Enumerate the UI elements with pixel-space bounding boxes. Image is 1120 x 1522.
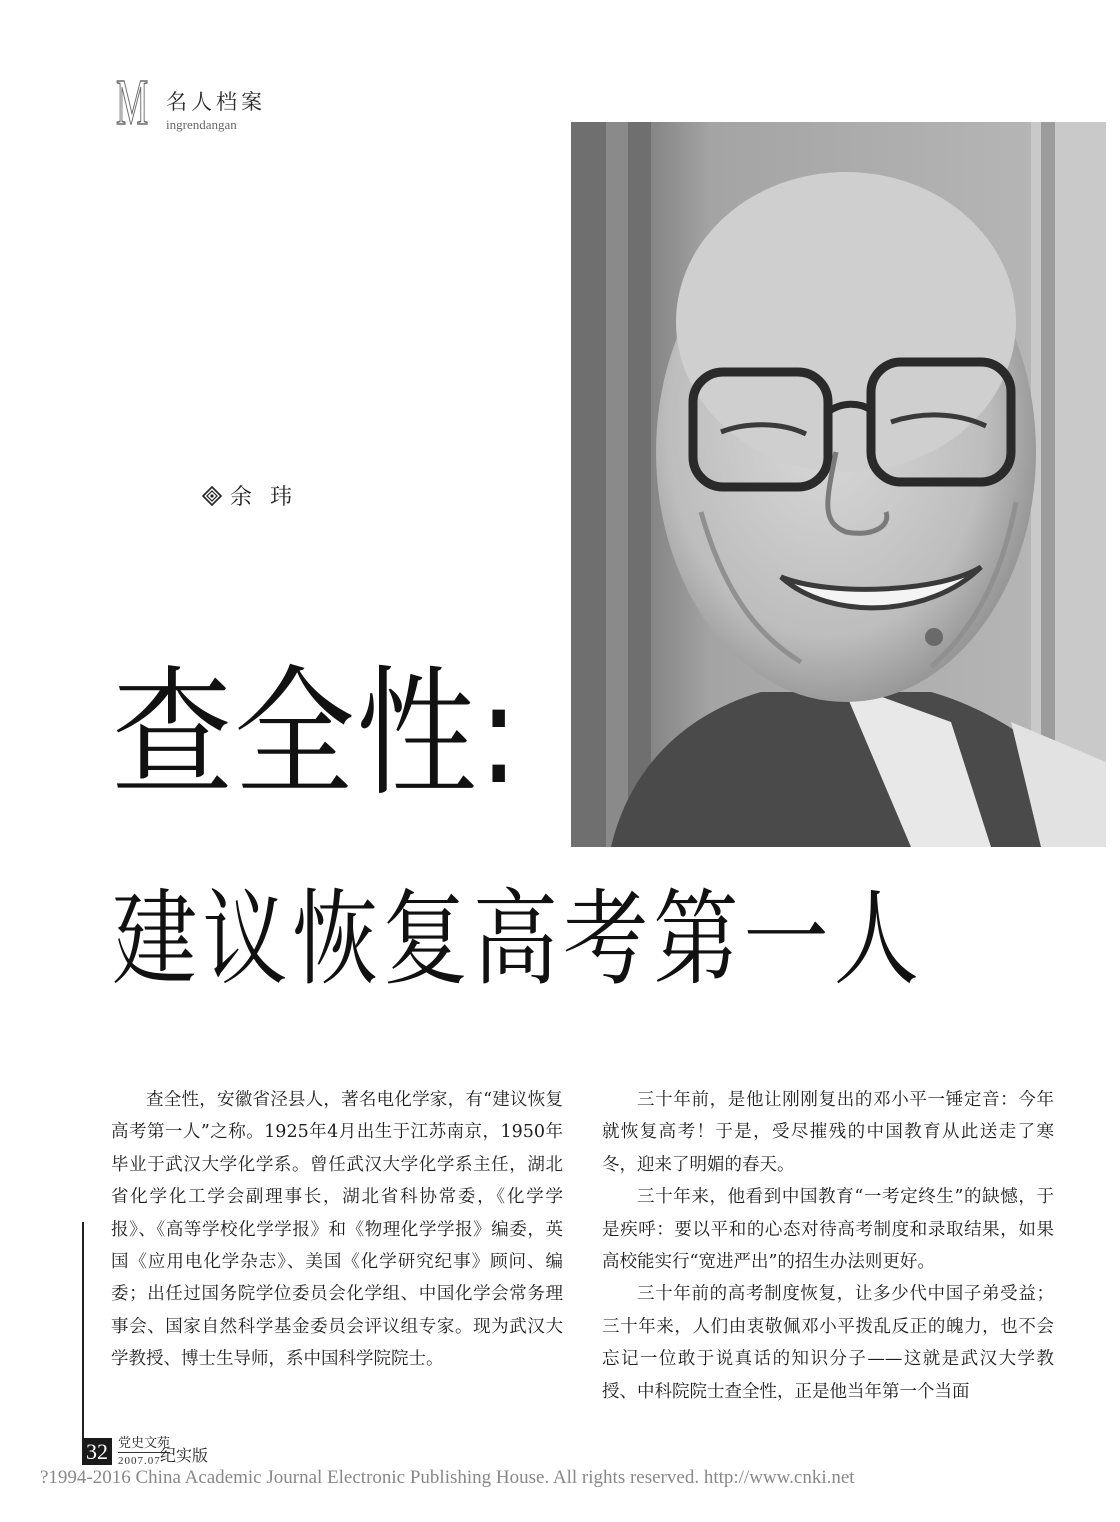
column-letter-logo: M	[116, 66, 149, 139]
body-column-right	[602, 1084, 1054, 1408]
diamond-ornament-icon	[202, 486, 222, 506]
magazine-edition: 纪实版	[160, 1446, 209, 1465]
body-column-left	[111, 1084, 563, 1376]
article-title: 查全性:	[112, 653, 521, 816]
page-number: 32	[82, 1438, 112, 1465]
body-paragraph: 三十年前的高考制度恢复，让多少代中国子弟受益；三十年来，人们由衷敬佩邓小平拨乱反正的魄力，也不会忘记一位敢于说真话的知识分子——这就是武汉大学教授、中科院院士查全性，正是他当年第一个当面	[602, 1284, 1054, 1402]
column-rule	[82, 1222, 84, 1464]
article-subtitle: 建议恢复高考第一人	[112, 878, 924, 1000]
copyright-notice: ?1994-2016 China Academic Journal Electronic Publishing House. All rights reserved. http://www.cnki.net	[40, 1467, 855, 1488]
body-paragraph: 三十年来，他看到中国教育“一考定终生”的缺憾，于是疾呼：要以平和的心态对待高考制度和录取结果，如果高校能实行“宽进严出”的招生办法则更好。	[602, 1187, 1054, 1273]
author-name: 余玮	[230, 485, 311, 510]
column-title: 名人档案	[166, 90, 266, 114]
column-pinyin: ingrendangan	[166, 117, 237, 132]
magazine-name: 党史文苑	[118, 1436, 171, 1451]
body-paragraph: 查全性，安徽省泾县人，著名电化学家，有“建议恢复高考第一人”之称。1925年4月出生于江苏南京，1950年毕业于武汉大学化学系。曾任武汉大学化学系主任，湖北省化学化工学会副理事长，湖北省科协常委，《化学学报》、《高等学校化学学报》和《物理化学学报》编委，英国《应用电化学杂志》、美国《化学研究纪事》顾问、编委；出任过国务院学位委员会化学组、中国化学会常务理事会、国家自然科学基金委员会评议组专家。现为武汉大学教授、博士生导师，系中国科学院院士。	[111, 1090, 563, 1370]
body-paragraph: 三十年前，是他让刚刚复出的邓小平一锤定音：今年就恢复高考！于是，受尽摧残的中国教育从此送走了寒冬，迎来了明媚的春天。	[602, 1090, 1054, 1175]
issue-date: 2007.07	[118, 1455, 161, 1467]
author-byline	[202, 480, 310, 511]
portrait-photo	[571, 122, 1106, 847]
